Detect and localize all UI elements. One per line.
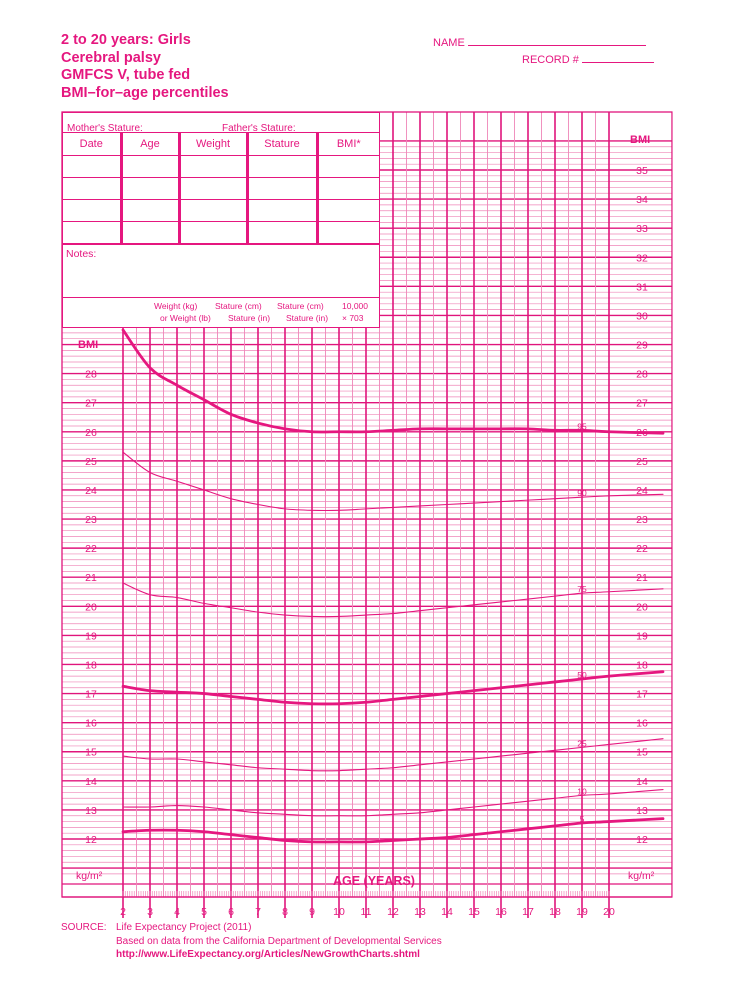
y-tick-label-left: 17 bbox=[85, 688, 97, 701]
y-tick-label-left: 20 bbox=[85, 601, 97, 614]
y-tick-label-left: 16 bbox=[85, 717, 97, 730]
cell-date[interactable] bbox=[63, 178, 121, 200]
y-tick-label-left: 25 bbox=[85, 455, 97, 468]
x-tick-label: 3 bbox=[147, 906, 153, 918]
title-line-2: Cerebral palsy bbox=[61, 49, 161, 66]
y-tick-label-right: 17 bbox=[636, 688, 648, 701]
source-line-1 bbox=[61, 922, 252, 933]
x-tick-label: 14 bbox=[441, 906, 453, 918]
formula-factor-metric: 10,000 bbox=[342, 301, 368, 311]
table-row bbox=[63, 178, 379, 200]
y-tick-label-left: 12 bbox=[85, 834, 97, 846]
y-tick-label-left: 15 bbox=[85, 746, 97, 759]
y-tick-label-right: 30 bbox=[636, 310, 648, 323]
y-tick-label-left: 28 bbox=[85, 368, 97, 381]
x-tick-label: 12 bbox=[387, 906, 399, 918]
y-tick-label-right: 19 bbox=[636, 630, 648, 643]
y-tick-label-right: 18 bbox=[636, 659, 648, 672]
y-tick-label-right: 13 bbox=[636, 804, 648, 817]
source-label: SOURCE: bbox=[61, 922, 107, 933]
right-margin-mask bbox=[673, 0, 735, 983]
y-tick-label-left: 21 bbox=[85, 572, 97, 585]
y-tick-label-right: 29 bbox=[636, 339, 648, 352]
title-line-4: BMI–for–age percentiles bbox=[61, 84, 229, 101]
x-tick-label: 16 bbox=[495, 906, 507, 918]
source-url[interactable]: http://www.LifeExpectancy.org/Articles/NewGrowthCharts.shtml bbox=[116, 949, 420, 960]
y-tick-label-right: 33 bbox=[636, 223, 648, 236]
formula-factor-imperial: × 703 bbox=[342, 313, 364, 323]
y-tick-label-right: 20 bbox=[636, 601, 648, 614]
record-label: RECORD # bbox=[522, 54, 579, 66]
x-tick-label: 10 bbox=[333, 906, 345, 918]
formula-col-4 bbox=[342, 301, 368, 323]
x-tick-label: 2 bbox=[120, 906, 126, 918]
formula-stature-cm-1: Stature (cm) bbox=[215, 301, 262, 311]
y-tick-label-left: 27 bbox=[85, 397, 97, 410]
formula-stature-in-1: Stature (in) bbox=[228, 313, 271, 323]
col-stature: Stature bbox=[247, 133, 317, 156]
cell-bmi[interactable] bbox=[317, 222, 379, 244]
mothers-stature-label: Mother's Stature: bbox=[67, 123, 143, 134]
y-tick-label-right: 31 bbox=[636, 281, 648, 294]
y-tick-label-left: 18 bbox=[85, 659, 97, 672]
percentile-label-50: 50 bbox=[577, 670, 587, 681]
fathers-stature-input[interactable] bbox=[223, 123, 283, 133]
x-axis-title: AGE (YEARS) bbox=[333, 874, 415, 888]
y-tick-label-left: 26 bbox=[85, 426, 97, 439]
mothers-stature-input[interactable] bbox=[68, 123, 128, 133]
name-label: NAME bbox=[433, 37, 465, 49]
unit-label-left: kg/m² bbox=[76, 870, 103, 882]
x-tick-label: 17 bbox=[522, 906, 534, 918]
y-tick-label-right: 22 bbox=[636, 543, 648, 556]
bmi-axis-label-right: BMI bbox=[630, 134, 651, 146]
cell-bmi[interactable] bbox=[317, 200, 379, 222]
cell-age[interactable] bbox=[121, 178, 179, 200]
y-tick-label-right: 26 bbox=[636, 426, 648, 439]
cell-stature[interactable] bbox=[247, 200, 317, 222]
cell-stature[interactable] bbox=[247, 222, 317, 244]
y-tick-label-right: 34 bbox=[636, 194, 648, 207]
formula-col-3 bbox=[277, 301, 328, 323]
cell-date[interactable] bbox=[63, 200, 121, 222]
y-tick-label-right: 21 bbox=[636, 572, 648, 585]
col-weight: Weight bbox=[179, 133, 247, 156]
cell-date[interactable] bbox=[63, 222, 121, 244]
x-tick-label: 15 bbox=[468, 906, 480, 918]
formula-weight-lb: or Weight (lb) bbox=[160, 313, 211, 323]
cell-date[interactable] bbox=[63, 156, 121, 178]
col-bmi: BMI* bbox=[317, 133, 379, 156]
cell-weight[interactable] bbox=[179, 156, 247, 178]
y-tick-label-right: 25 bbox=[636, 455, 648, 468]
percentile-label-90: 90 bbox=[577, 488, 587, 499]
y-tick-label-left: 13 bbox=[85, 804, 97, 817]
percentile-label-25: 25 bbox=[577, 738, 587, 749]
y-tick-label-right: 32 bbox=[636, 252, 648, 265]
formula-stature-cm-2: Stature (cm) bbox=[277, 301, 324, 311]
x-tick-label: 13 bbox=[414, 906, 426, 918]
cell-weight[interactable] bbox=[179, 178, 247, 200]
col-date: Date bbox=[63, 133, 121, 156]
cell-weight[interactable] bbox=[179, 200, 247, 222]
table-header-row bbox=[63, 133, 379, 156]
notes-area[interactable] bbox=[63, 244, 379, 298]
title-line-3: GMFCS V, tube fed bbox=[61, 67, 191, 83]
x-tick-label: 20 bbox=[603, 906, 615, 918]
x-tick-label: 4 bbox=[174, 906, 180, 918]
source-line-2: Based on data from the California Department of Developmental Services bbox=[116, 936, 442, 947]
cell-bmi[interactable] bbox=[317, 156, 379, 178]
y-tick-label-right: 27 bbox=[636, 397, 648, 410]
table-row bbox=[63, 200, 379, 222]
y-tick-label-left: 24 bbox=[85, 484, 97, 497]
formula-weight-kg: Weight (kg) bbox=[154, 301, 198, 311]
parent-stature-row bbox=[63, 113, 379, 133]
fathers-stature-label: Father's Stature: bbox=[222, 123, 296, 134]
notes-label: Notes: bbox=[66, 248, 97, 260]
cell-age[interactable] bbox=[121, 156, 179, 178]
y-tick-label-right: 28 bbox=[636, 368, 648, 381]
y-tick-label-left: 22 bbox=[85, 543, 97, 556]
x-tick-label: 11 bbox=[360, 906, 372, 918]
measurement-table bbox=[63, 133, 379, 244]
x-tick-label: 19 bbox=[576, 906, 588, 918]
title-line-1: 2 to 20 years: Girls bbox=[61, 32, 191, 48]
y-tick-label-right: 16 bbox=[636, 717, 648, 730]
y-tick-label-right: 14 bbox=[636, 775, 648, 788]
percentile-label-95: 95 bbox=[577, 421, 587, 432]
y-tick-label-left: 19 bbox=[85, 630, 97, 643]
y-tick-label-right: 15 bbox=[636, 746, 648, 759]
y-tick-label-right: 24 bbox=[636, 484, 648, 497]
cell-weight[interactable] bbox=[179, 222, 247, 244]
formula-stature-in-2: Stature (in) bbox=[286, 313, 329, 323]
table-row bbox=[63, 222, 379, 244]
x-tick-label: 5 bbox=[201, 906, 207, 918]
x-tick-label: 6 bbox=[228, 906, 234, 918]
y-tick-label-right: 12 bbox=[636, 834, 648, 846]
cell-stature[interactable] bbox=[247, 156, 317, 178]
cell-bmi[interactable] bbox=[317, 178, 379, 200]
y-tick-label-left: 23 bbox=[85, 514, 97, 527]
x-tick-label: 7 bbox=[255, 906, 261, 918]
source-citation: Life Expectancy Project (2011) bbox=[116, 922, 252, 933]
percentile-label-5: 5 bbox=[579, 814, 585, 825]
formula-col-2 bbox=[215, 301, 270, 323]
unit-label-right: kg/m² bbox=[628, 870, 655, 882]
y-tick-label-right: 35 bbox=[636, 164, 648, 177]
y-tick-label-left: 14 bbox=[85, 775, 97, 788]
col-age: Age bbox=[121, 133, 179, 156]
cell-age[interactable] bbox=[121, 222, 179, 244]
percentile-label-75: 75 bbox=[577, 584, 587, 595]
x-tick-label: 8 bbox=[282, 906, 288, 918]
x-tick-label: 9 bbox=[309, 906, 315, 918]
y-tick-label-right: 23 bbox=[636, 514, 648, 527]
cell-age[interactable] bbox=[121, 200, 179, 222]
formula-col-1 bbox=[154, 301, 211, 323]
data-entry-box bbox=[62, 112, 380, 328]
bmi-axis-label-left: BMI bbox=[78, 339, 99, 351]
cell-stature[interactable] bbox=[247, 178, 317, 200]
table-row bbox=[63, 156, 379, 178]
x-tick-label: 18 bbox=[549, 906, 561, 918]
percentile-label-10: 10 bbox=[577, 786, 587, 797]
